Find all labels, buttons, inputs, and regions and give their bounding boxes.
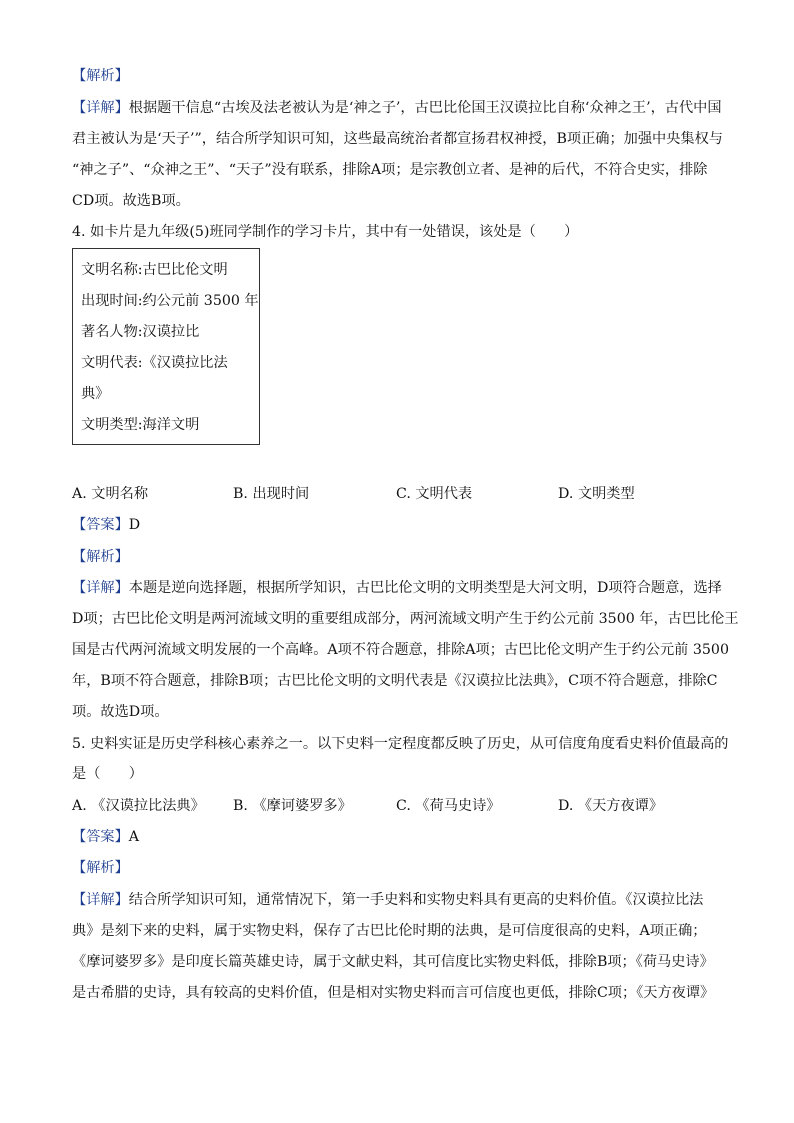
q4-answer: D xyxy=(128,517,141,533)
q3-detail-line-2: 君主被认为是‘天子’”，结合所学知识可知，这些最高统治者都宣扬君权神授，B项正确；加强中央集权与 xyxy=(72,131,723,147)
q3-detail-line-4: CD项。故选B项。 xyxy=(72,193,190,209)
q3-detail-line-3: “神之子”、“众神之王”、“天子”没有联系，排除A项；是宗教创立者、是神的后代，不符合史实，排除 xyxy=(72,162,708,178)
q5-option-b: B. 《摩诃婆罗多》 xyxy=(233,798,352,814)
q4-option-d: D. 文明类型 xyxy=(558,486,635,502)
q4-stem: 4. 如卡片是九年级(5)班同学制作的学习卡片，其中有一处错误，该处是（ ） xyxy=(72,224,579,240)
q4-detail-line-5: 项。故选D项。 xyxy=(72,704,169,720)
q5-option-c: C. 《荷马史诗》 xyxy=(396,798,501,814)
q5-detail-line-2: 典》是刻下来的史料，属于实物史料，保存了古巴比伦时期的法典，是可信度很高的史料，A项正确； xyxy=(72,923,707,939)
q5-stem-line-1: 5. 史料实证是历史学科核心素养之一。以下史料一定程度都反映了历史，从可信度角度看史料价值最高的 xyxy=(72,736,729,752)
q4-option-a: A. 文明名称 xyxy=(72,486,149,502)
card-line-person: 著名人物:汉谟拉比 xyxy=(81,324,200,340)
q4-answer-tag: 【答案】 xyxy=(72,517,129,533)
q5-stem-line-2: 是（ ） xyxy=(72,766,143,782)
q5-detail-tag: 【详解】 xyxy=(72,892,129,908)
q5-answer-line xyxy=(72,827,722,847)
q4-detail-line-3: 国是古代两河流域文明发展的一个高峰。A项不符合题意，排除A项；古巴比伦文明产生于约公元前 3500 xyxy=(72,642,729,658)
q3-detail-line-1 xyxy=(72,98,722,118)
q4-detail-line-2: D项；古巴比伦文明是两河流域文明的重要组成部分，两河流域文明产生于约公元前 3500 年，古巴比伦王 xyxy=(72,611,739,627)
q5-detail-line-3: 《摩诃婆罗多》是印度长篇英雄史诗，属于文献史料，其可信度比实物史料低，排除B项；《荷马史诗》 xyxy=(72,954,714,970)
q4-option-b: B. 出现时间 xyxy=(233,486,310,502)
q4-detail-text-1: 本题是逆向选择题，根据所学知识，古巴比伦文明的文明类型是大河文明，D项符合题意，选择 xyxy=(128,580,722,596)
q5-answer: A xyxy=(128,829,140,845)
card-line-name: 文明名称:古巴比伦文明 xyxy=(81,262,228,278)
q4-option-c: C. 文明代表 xyxy=(396,486,473,502)
q5-detail-line-4: 是古希腊的史诗，具有较高的史料价值，但是相对实物史料而言可信度也更低，排除C项；《天方夜谭》 xyxy=(72,985,715,1001)
q3-detail-tag: 【详解】 xyxy=(72,100,129,116)
q5-option-a: A. 《汉谟拉比法典》 xyxy=(72,798,205,814)
q5-analysis-tag: 【解析】 xyxy=(72,860,129,876)
card-line-time: 出现时间:约公元前 3500 年 xyxy=(81,293,259,309)
card-line-representative: 文明代表:《汉谟拉比法 xyxy=(81,355,228,371)
q5-option-d: D. 《天方夜谭》 xyxy=(558,798,664,814)
q5-detail-text-1: 结合所学知识可知，通常情况下，第一手史料和实物史料具有更高的史料价值。《汉谟拉比法 xyxy=(128,892,704,908)
q4-detail-line-1 xyxy=(72,578,722,598)
card-line-type: 文明类型:海洋文明 xyxy=(81,417,200,433)
q4-answer-line xyxy=(72,515,722,535)
q4-detail-line-4: 年，B项不符合题意，排除B项；古巴比伦文明的文明代表是《汉谟拉比法典》，C项不符合题意，排除C xyxy=(72,673,718,689)
card-line-representative-cont: 典》 xyxy=(81,386,110,402)
q4-detail-tag: 【详解】 xyxy=(72,580,129,596)
q3-analysis-tag: 【解析】 xyxy=(72,68,129,84)
study-card xyxy=(72,248,260,445)
q5-answer-tag: 【答案】 xyxy=(72,829,129,845)
q5-detail-line-1 xyxy=(72,890,722,910)
q4-analysis-tag: 【解析】 xyxy=(72,549,129,565)
q3-detail-text-1: 根据题干信息“古埃及法老被认为是‘神之子’，古巴比伦国王汉谟拉比自称‘众神之王’，古代中国 xyxy=(128,100,722,116)
